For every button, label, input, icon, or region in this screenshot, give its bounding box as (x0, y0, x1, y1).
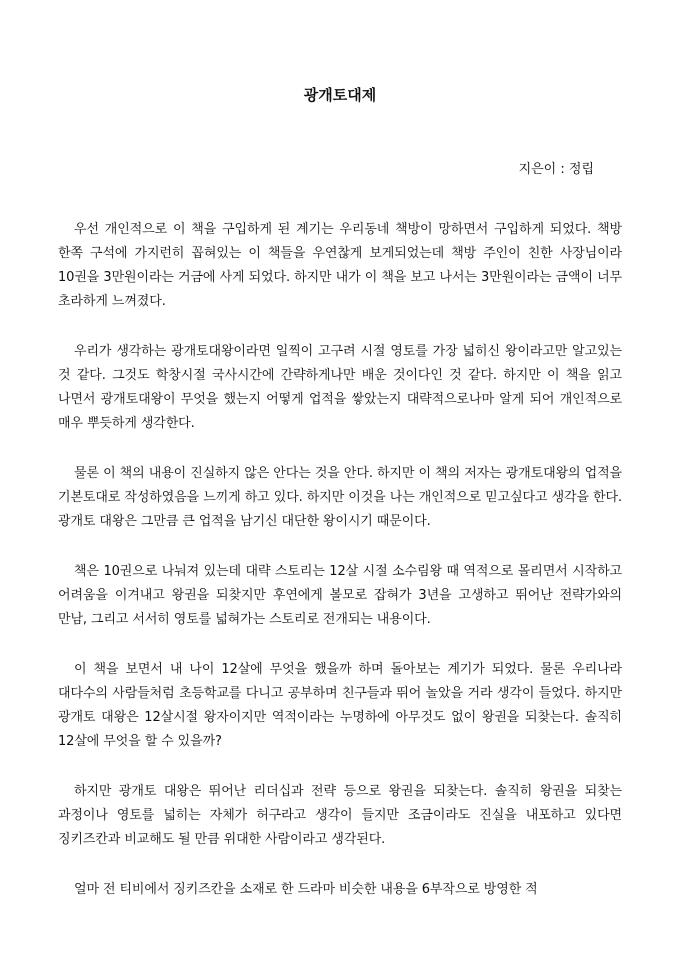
paragraph-3: 물론 이 책의 내용이 진실하지 않은 안다는 것을 안다. 하지만 이 책의 저자는 광개토대왕의 업적을 기본토대로 작성하였음을 느끼게 하고 있다. 하지만 이것을 나는 개인적으로 믿고싶다고 생각을 한다.광개토 대왕은 그만큼 큰 업적을 남기신 대단한 왕이시기 때문이다. (58, 466, 622, 529)
paragraph-5: 이 책을 보면서 내 나이 12살에 무엇을 했을까 하며 돌아보는 계기가 되었다. 물론 우리나라 대다수의 사람들처럼 초등학교를 다니고 공부하며 친구들과 뛰어 놀았을 거라 생각이 들었다. 하지만 광개토 대왕은 12살시절 왕자이지만 역적이라는 누명하에 아무것도 없이 왕권을 되찾는다. 솔직히 12살에 무엇을 할 수 있을까? (58, 662, 622, 749)
paragraph-2: 우리가 생각하는 광개토대왕이라면 일찍이 고구려 시절 영토를 가장 넓히신 왕이라고만 알고있는 것 같다. 그것도 학창시절 국사시간에 간략하게나만 배운 것이다인 것 같다. 하지만 이 책을 읽고 나면서 광개토대왕이 무엇을 했는지 어떻게 업적을 쌓았는지 대략적으로나마 알게 되어 개인적으로 매우 뿌듯하게 생각한다. (58, 344, 622, 431)
document-body (58, 218, 622, 928)
paragraph-1: 우선 개인적으로 이 책을 구입하게 된 계기는 우리동네 책방이 망하면서 구입하게 되었다. 책방 한쪽 구석에 가지런히 꼽혀있는 이 책들을 우연찮게 보게되었는데 책방 주인이 친한 사장님이라 10권을 3만원이라는 거금에 사게 되었다. 하지만 내가 이 책을 보고 나서는 3만원이라는 금액이 너무 초라하게 느껴졌다. (58, 222, 622, 309)
author-line: 지은이 : 정립 (518, 162, 594, 177)
paragraph-6: 하지만 광개토 대왕은 뛰어난 리더십과 전략 등으로 왕권을 되찾는다. 솔직히 왕권을 되찾는 과정이나 영토를 넓히는 자체가 허구라고 생각이 들지만 조금이라도 진실을 내포하고 있다면 징키즈칸과 비교해도 될 만큼 위대한 사람이라고 생각된다. (58, 784, 622, 847)
document-title: 광개토대제 (303, 86, 377, 104)
paragraph-4: 책은 10권으로 나눠져 있는데 대략 스토리는 12살 시절 소수림왕 때 역적으로 몰리면서 시작하고 어려움을 이겨내고 왕권을 되찾지만 후연에게 볼모로 잡혀가 3년을 고생하고 뛰어난 전략가와의 만남, 그리고 서서히 영토를 넓혀가는 스토리로 전개되는 내용이다. (58, 564, 622, 627)
paragraph-7: 얼마 전 티비에서 징키즈칸을 소재로 한 드라마 비슷한 내용을 6부작으로 방영한 적 (74, 882, 538, 897)
